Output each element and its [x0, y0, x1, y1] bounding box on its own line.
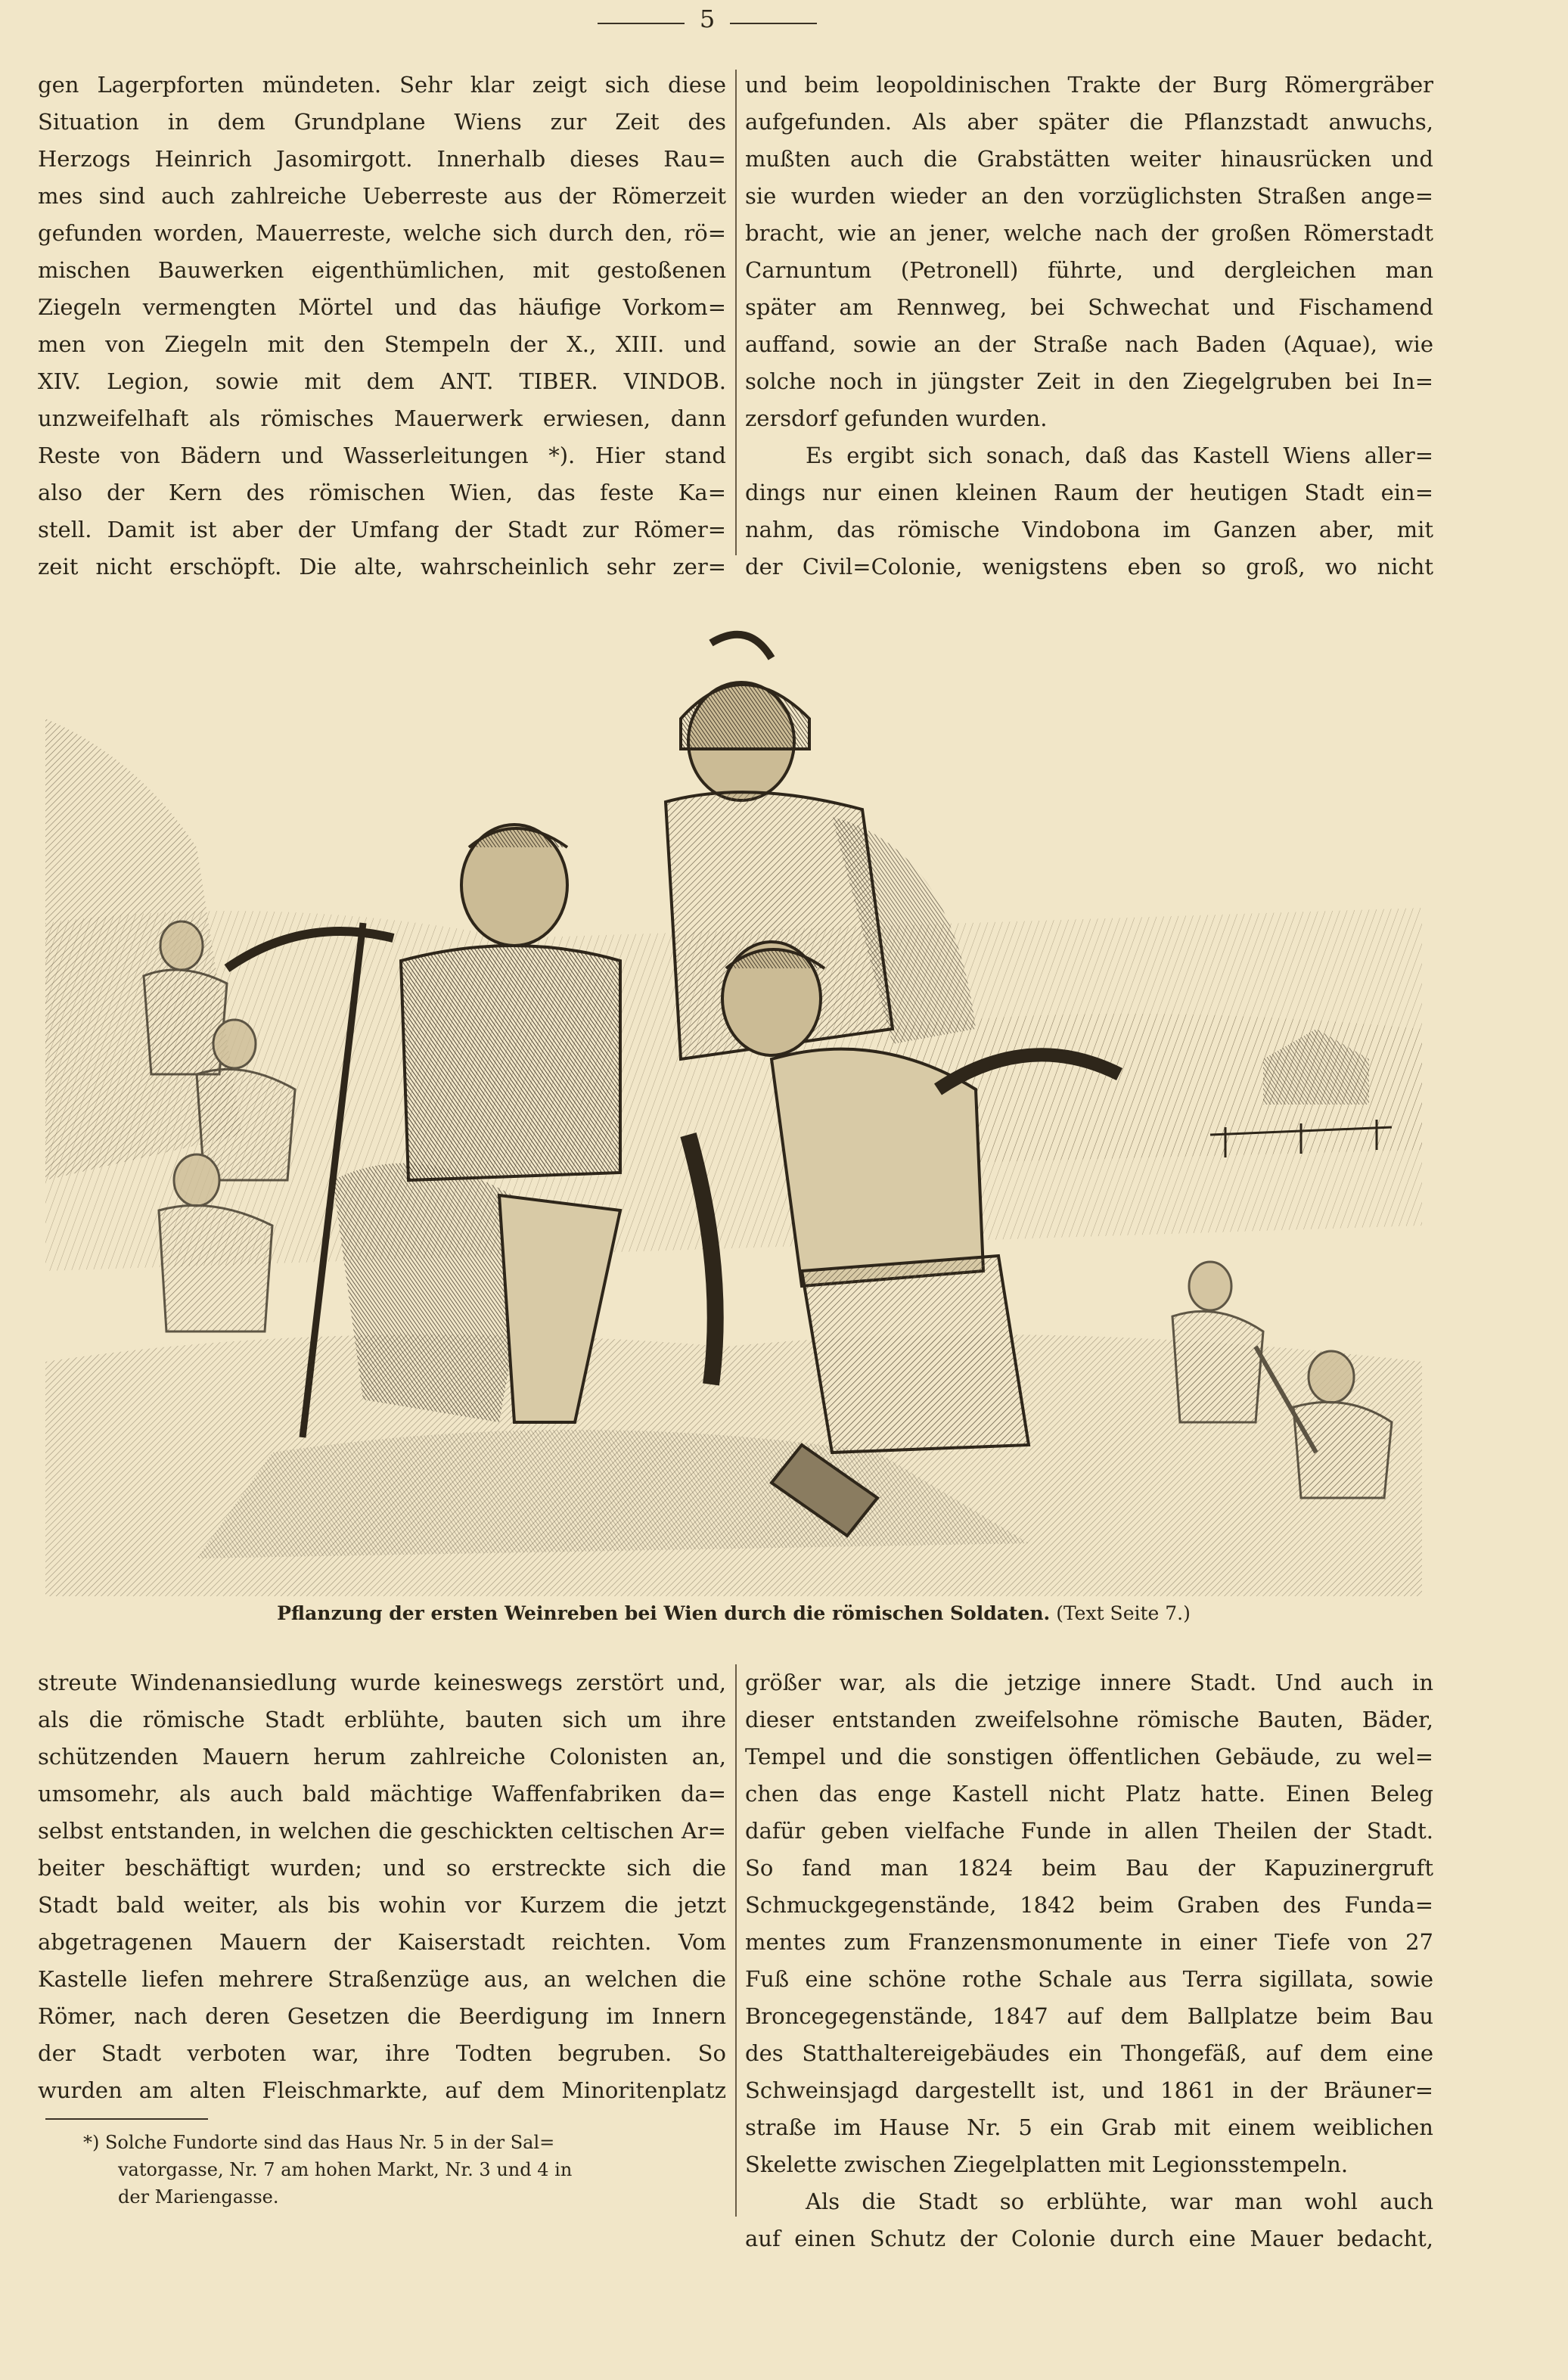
- text-line: Schweinsjagd dargestellt ist, und 1861 in der Bräuner=: [745, 2077, 1433, 2103]
- text-line: Reste von Bädern und Wasserleitungen *). Hier stand: [38, 443, 726, 468]
- text-line: zeit nicht erschöpft. Die alte, wahrscheinlich sehr zer=: [38, 554, 726, 579]
- footnote: [45, 2129, 726, 2211]
- text-line: solche noch in jüngster Zeit in den Ziegelgruben bei In=: [745, 368, 1433, 394]
- text-line: gen Lagerpforten mündeten. Sehr klar zeigt sich diese: [38, 72, 726, 98]
- text-line: Kastelle liefen mehrere Straßenzüge aus, an welchen die: [38, 1966, 726, 1992]
- text-line: Schmuckgegenstände, 1842 beim Graben des Funda=: [745, 1892, 1433, 1918]
- text-line: auffand, sowie an der Straße nach Baden (Aquae), wie: [745, 331, 1433, 357]
- text-line: chen das enge Kastell nicht Platz hatte. Einen Beleg: [745, 1781, 1433, 1807]
- text-line: Skelette zwischen Ziegelplatten mit Legionsstempeln.: [745, 2152, 1349, 2177]
- text-line: stell. Damit ist aber der Umfang der Stadt zur Römer=: [38, 517, 726, 542]
- text-line: streute Windenansiedlung wurde keineswegs zerstört und,: [38, 1670, 726, 1695]
- text-line: sie wurden wieder an den vorzüglichsten Straßen ange=: [745, 183, 1433, 209]
- text-line: selbst entstanden, in welchen die geschickten celtischen Ar=: [38, 1818, 726, 1844]
- text-line: aufgefunden. Als aber später die Pflanzstadt anwuchs,: [745, 109, 1433, 135]
- footnote-line: *) Solche Fundorte sind das Haus Nr. 5 in der Sal=: [83, 2132, 555, 2153]
- text-column-bottom-right: [745, 1664, 1433, 2257]
- text-line: größer war, als die jetzige innere Stadt. Und auch in: [745, 1670, 1433, 1695]
- text-line: der Civil=Colonie, wenigstens eben so groß, wo nicht: [745, 554, 1433, 579]
- header-rule-left: [598, 23, 685, 24]
- text-line: nahm, das römische Vindobona im Ganzen aber, mit: [745, 517, 1433, 542]
- text-line: Es ergibt sich sonach, daß das Kastell Wiens aller=: [806, 443, 1433, 468]
- text-line: men von Ziegeln mit den Stempeln der X., XIII. und: [38, 331, 726, 357]
- text-line: So fand man 1824 beim Bau der Kapuzinergruft: [745, 1855, 1433, 1881]
- text-line: Carnuntum (Petronell) führte, und dergleichen man: [745, 257, 1433, 283]
- text-line: Stadt bald weiter, als bis wohin vor Kurzem die jetzt: [38, 1892, 726, 1918]
- text-line: straße im Hause Nr. 5 ein Grab mit einem weiblichen: [745, 2114, 1433, 2140]
- page-number: 5: [699, 5, 716, 33]
- text-line: wurden am alten Fleischmarkte, auf dem Minoritenplatz: [38, 2077, 726, 2103]
- text-line: mentes zum Franzensmonumente in einer Tiefe von 27: [745, 1929, 1433, 1955]
- text-line: und beim leopoldinischen Trakte der Burg Römergräber: [745, 72, 1433, 98]
- illustration-roman-soldiers: [45, 605, 1422, 1596]
- text-line: XIV. Legion, sowie mit dem ANT. TIBER. VINDOB.: [38, 368, 726, 394]
- text-line: abgetragenen Mauern der Kaiserstadt reichten. Vom: [38, 1929, 726, 1955]
- text-line: dings nur einen kleinen Raum der heutigen Stadt ein=: [745, 480, 1433, 505]
- text-column-bottom-left: [38, 1664, 726, 2109]
- text-column-top-right: [745, 67, 1433, 586]
- text-line: Römer, nach deren Gesetzen die Beerdigung im Innern: [38, 2003, 726, 2029]
- footnote-line: der Mariengasse.: [118, 2186, 279, 2208]
- text-line: zersdorf gefunden wurden.: [745, 405, 1048, 431]
- text-line: dafür geben vielfache Funde in allen Theilen der Stadt.: [745, 1818, 1433, 1844]
- text-line: Als die Stadt so erblühte, war man wohl auch: [806, 2189, 1433, 2214]
- text-line: bracht, wie an jener, welche nach der großen Römerstadt: [745, 220, 1433, 246]
- illustration-caption: [45, 1602, 1422, 1624]
- page-header: [598, 0, 817, 45]
- column-divider: [735, 1664, 737, 2217]
- caption-main: Pflanzung der ersten Weinreben bei Wien durch die römischen Soldaten.: [277, 1602, 1051, 1624]
- text-line: Broncegegenstände, 1847 auf dem Ballplatze beim Bau: [745, 2003, 1433, 2029]
- text-line: später am Rennweg, bei Schwechat und Fischamend: [745, 294, 1433, 320]
- text-line: Ziegeln vermengten Mörtel und das häufige Vorkom=: [38, 294, 726, 320]
- text-line: schützenden Mauern herum zahlreiche Colonisten an,: [38, 1744, 726, 1769]
- text-line: Herzogs Heinrich Jasomirgott. Innerhalb dieses Rau=: [38, 146, 726, 172]
- text-line: mes sind auch zahlreiche Ueberreste aus der Römerzeit: [38, 183, 726, 209]
- text-line: des Statthaltereigebäudes ein Thongefäß, auf dem eine: [745, 2040, 1433, 2066]
- text-line: gefunden worden, Mauerreste, welche sich durch den, rö=: [38, 220, 726, 246]
- text-line: Situation in dem Grundplane Wiens zur Zeit des: [38, 109, 726, 135]
- text-line: beiter beschäftigt wurden; und so erstreckte sich die: [38, 1855, 726, 1881]
- footnote-rule: [45, 2118, 208, 2120]
- column-divider: [735, 70, 737, 555]
- text-line: mischen Bauwerken eigenthümlichen, mit gestoßenen: [38, 257, 726, 283]
- text-line: Tempel und die sonstigen öffentlichen Gebäude, zu wel=: [745, 1744, 1433, 1769]
- text-line: umsomehr, als auch bald mächtige Waffenfabriken da=: [38, 1781, 726, 1807]
- text-column-top-left: [38, 67, 726, 586]
- text-line: als die römische Stadt erblühte, bauten sich um ihre: [38, 1707, 726, 1732]
- text-line: unzweifelhaft als römisches Mauerwerk erwiesen, dann: [38, 405, 726, 431]
- text-line: mußten auch die Grabstätten weiter hinausrücken und: [745, 146, 1433, 172]
- caption-reference: (Text Seite 7.): [1056, 1602, 1191, 1624]
- text-line: Fuß eine schöne rothe Schale aus Terra sigillata, sowie: [745, 1966, 1433, 1992]
- header-rule-right: [730, 23, 817, 24]
- text-line: der Stadt verboten war, ihre Todten begruben. So: [38, 2040, 726, 2066]
- text-line: auf einen Schutz der Colonie durch eine Mauer bedacht,: [745, 2226, 1433, 2251]
- text-line: dieser entstanden zweifelsohne römische Bauten, Bäder,: [745, 1707, 1433, 1732]
- text-line: also der Kern des römischen Wien, das feste Ka=: [38, 480, 726, 505]
- footnote-line: vatorgasse, Nr. 7 am hohen Markt, Nr. 3 und 4 in: [118, 2159, 573, 2180]
